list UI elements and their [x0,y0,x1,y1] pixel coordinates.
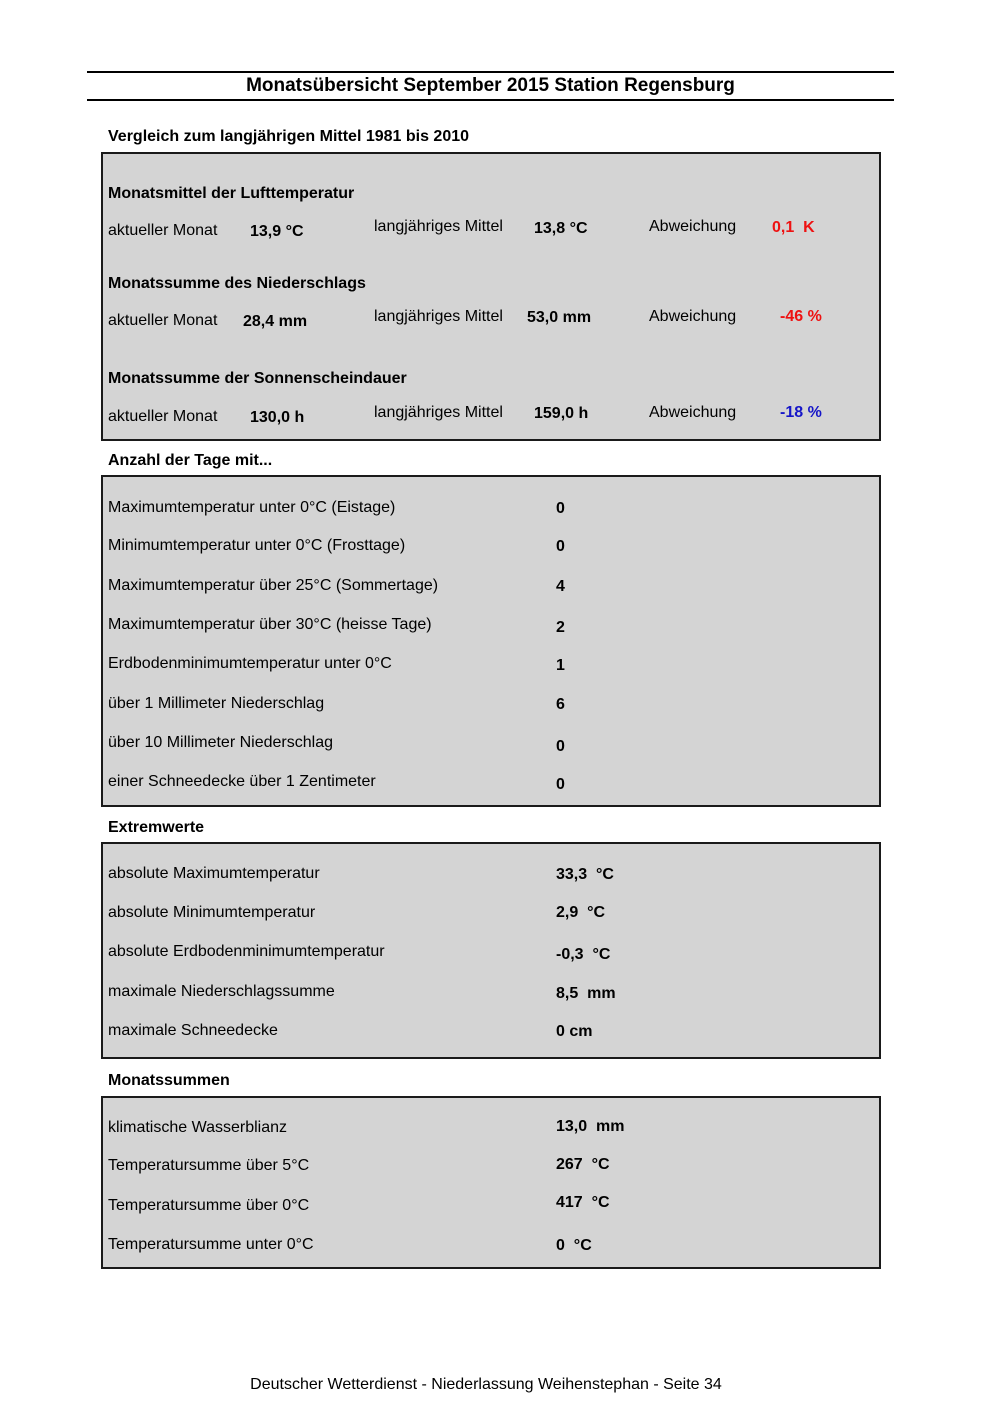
precipitation-deviation-label: Abweichung [649,308,737,325]
temperature-mean-value: 13,8 °C [534,220,588,237]
days-row-value: 1 [556,657,565,674]
sums-row-value: 0 °C [556,1237,592,1254]
days-row-label: über 1 Millimeter Niederschlag [108,695,325,712]
sunshine-current-label: aktueller Monat [108,408,218,425]
days-row-value: 0 [556,538,565,555]
days-row-label: Erdbodenminimumtemperatur unter 0°C [108,655,392,672]
temperature-current-value: 13,9 °C [250,223,304,240]
precipitation-deviation-value: -46 % [780,308,822,325]
sums-row-value: 417 °C [556,1194,610,1211]
extremes-row-label: maximale Niederschlagssumme [108,983,335,1000]
days-row-label: Maximumtemperatur über 30°C (heisse Tage) [108,616,432,633]
extremes-row-value: 0 cm [556,1023,593,1040]
days-row-label: Maximumtemperatur über 25°C (Sommertage) [108,577,439,594]
sums-row-label: Temperatursumme über 0°C [108,1197,310,1214]
sums-row-label: Temperatursumme unter 0°C [108,1236,314,1253]
days-row-label: Maximumtemperatur unter 0°C (Eistage) [108,499,396,516]
sunshine-block-title: Monatssumme der Sonnenscheindauer [108,370,407,387]
days-box [101,475,881,807]
precipitation-mean-label: langjähriges Mittel [374,308,503,325]
sums-heading: Monatssummen [108,1072,230,1089]
page-footer: Deutscher Wetterdienst - Niederlassung Weihenstephan - Seite 34 [250,1376,722,1393]
days-row-value: 0 [556,500,565,517]
precipitation-current-value: 28,4 mm [243,313,308,330]
extremes-row-label: absolute Erdbodenminimumtemperatur [108,943,385,960]
extremes-row-label: maximale Schneedecke [108,1022,278,1039]
precipitation-current-label: aktueller Monat [108,312,218,329]
extremes-row-value: 8,5 mm [556,985,616,1002]
days-row-label: Minimumtemperatur unter 0°C (Frosttage) [108,537,406,554]
days-row-value: 4 [556,578,565,595]
sums-row-value: 13,0 mm [556,1118,625,1135]
sunshine-deviation-label: Abweichung [649,404,737,421]
sunshine-mean-label: langjähriges Mittel [374,404,503,421]
days-row-value: 6 [556,696,565,713]
precipitation-mean-value: 53,0 mm [527,309,592,326]
days-row-value: 2 [556,619,565,636]
temperature-deviation-value: 0,1 K [772,219,815,236]
page-title: Monatsübersicht September 2015 Station Regensburg [246,75,735,96]
temperature-mean-label: langjähriges Mittel [374,218,503,235]
sunshine-mean-value: 159,0 h [534,405,589,422]
title-rule-bottom [87,99,894,101]
sunshine-current-value: 130,0 h [250,409,305,426]
extremes-heading: Extremwerte [108,819,205,836]
extremes-row-label: absolute Minimumtemperatur [108,904,316,921]
precipitation-block-title: Monatssumme des Niederschlags [108,275,366,292]
sums-row-label: Temperatursumme über 5°C [108,1157,310,1174]
days-row-label: über 10 Millimeter Niederschlag [108,734,333,751]
extremes-row-label: absolute Maximumtemperatur [108,865,320,882]
days-heading: Anzahl der Tage mit... [108,452,273,469]
temperature-deviation-label: Abweichung [649,218,737,235]
title-rule-top [87,71,894,73]
extremes-row-value: 33,3 °C [556,866,614,883]
days-row-label: einer Schneedecke über 1 Zentimeter [108,773,376,790]
temperature-block-title: Monatsmittel der Lufttemperatur [108,185,355,202]
extremes-row-value: 2,9 °C [556,904,606,921]
days-row-value: 0 [556,776,565,793]
days-row-value: 0 [556,738,565,755]
sunshine-deviation-value: -18 % [780,404,822,421]
extremes-row-value: -0,3 °C [556,946,611,963]
comparison-heading: Vergleich zum langjährigen Mittel 1981 bis 2010 [108,128,470,145]
temperature-current-label: aktueller Monat [108,222,218,239]
sums-row-label: klimatische Wasserblianz [108,1119,288,1136]
sums-row-value: 267 °C [556,1156,610,1173]
